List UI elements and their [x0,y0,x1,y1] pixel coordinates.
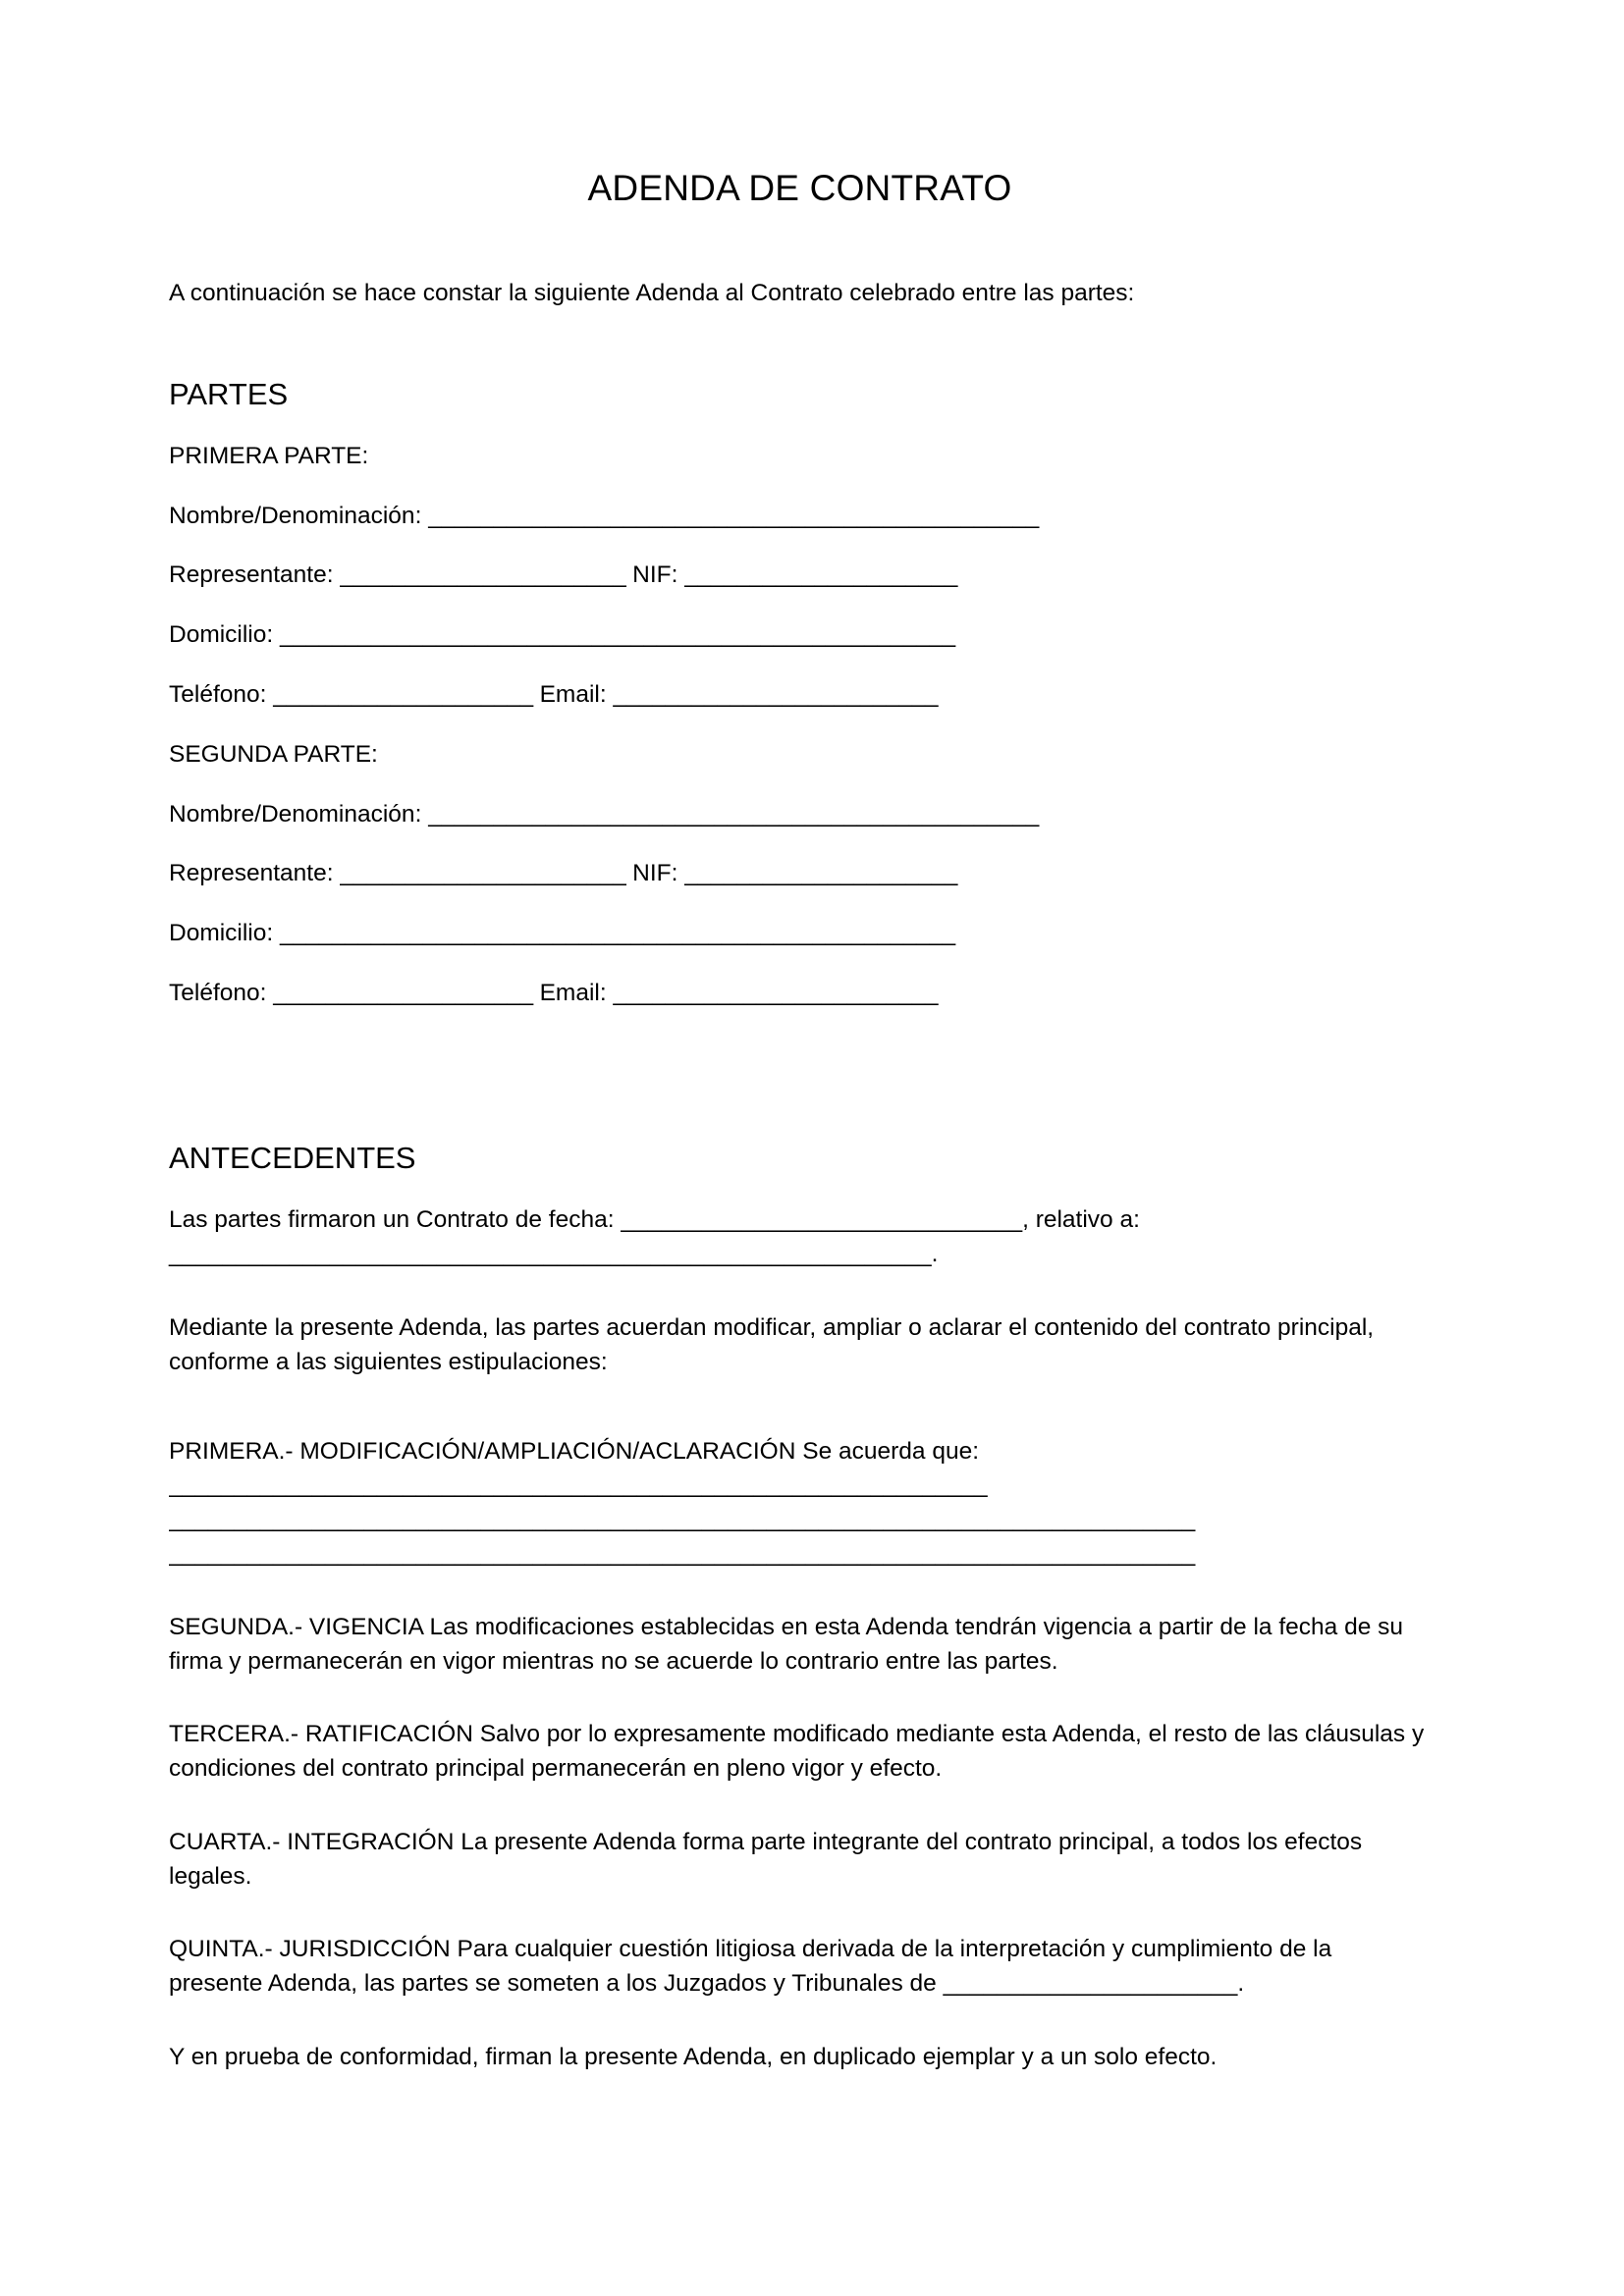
field-blank-email-2[interactable]: _________________________ [613,979,939,1006]
field-blank-email[interactable]: _________________________ [613,681,939,709]
document-content [169,0,1431,2075]
antecedentes-relativo-period: . [931,1241,939,1268]
section-heading-partes: PARTES [169,377,289,412]
field-label-telefono-2: Teléfono: [169,979,274,1006]
field-blank-nombre[interactable]: _______________________________________________ [428,502,1039,529]
field-blank-domicilio-2[interactable]: ____________________________________________________ [280,920,955,947]
field-blank-telefono-2[interactable]: ____________________ [273,979,533,1006]
field-blank-nombre-2[interactable]: _______________________________________________ [428,800,1039,828]
clausula-tercera: TERCERA.- RATIFICACIÓN Salvo por lo expresamente modificado mediante esta Adenda, el resto de las cláusulas y condiciones del contrato principal permanecerán en pleno vigor y efecto. [169,1721,1425,1783]
antecedentes-prefix: Las partes firmaron un Contrato de fecha: [169,1206,622,1234]
section-heading-antecedentes: ANTECEDENTES [169,1140,416,1175]
field-label-telefono: Teléfono: [169,681,274,709]
field-blank-domicilio[interactable]: ____________________________________________________ [280,621,955,649]
field-label-representante-2: Representante: [169,860,341,887]
clausula-quinta-prefix: QUINTA.- JURISDICCIÓN Para cualquier cuestión litigiosa derivada de la interpretación y cumplimiento de la presente Adenda, las partes se someten a los Juzgados y Tribunales de [169,1936,1332,1998]
clausula-primera-blank-1[interactable]: _______________________________________________________________ [169,1471,988,1499]
field-label-representante: Representante: [169,561,341,589]
field-segunda-telefono-email [169,951,1431,1011]
field-label-domicilio-2: Domicilio: [169,920,280,947]
clausula-quinta-period: . [1237,1970,1245,1998]
segunda-parte-label: SEGUNDA PARTE: [169,740,378,768]
field-label-email: Email: [532,681,614,709]
clausula-segunda: SEGUNDA.- VIGENCIA Las modificaciones establecidas en esta Adenda tendrán vigencia a partir de la fecha de su firma y permanecerán en vigor mientras no se acuerde lo contrario entre las partes. [169,1613,1404,1675]
clausula-quinta-blank-jurisdiccion[interactable]: ______________________ [943,1970,1238,1998]
field-label-nif-2: NIF: [625,860,685,887]
clausula-primera-blank-2[interactable]: _______________________________________________________________________________ [169,1506,1195,1533]
clausula-quinta [169,1894,1431,2002]
clausula-primera-blank-3[interactable]: _______________________________________________________________________________ [169,1539,1195,1567]
field-label-nif: NIF: [625,561,685,589]
intro-paragraph: A continuación se hace constar la siguiente Adenda al Contrato celebrado entre las partes: [169,280,1135,307]
field-blank-representante[interactable]: ______________________ [340,561,626,589]
antecedentes-fecha-paragraph [169,1177,1431,1272]
field-segunda-nombre [169,773,1431,832]
antecedentes-mediante-paragraph: Mediante la presente Adenda, las partes acuerdan modificar, ampliar o aclarar el contenido del contrato principal, conforme a las siguientes estipulaciones: [169,1314,1375,1375]
field-blank-representante-2[interactable]: ______________________ [340,860,626,887]
field-label-nombre: Nombre/Denominación: [169,502,429,529]
primera-parte-label: PRIMERA PARTE: [169,442,369,469]
field-blank-nif[interactable]: _____________________ [684,561,957,589]
antecedentes-suffix: , relativo a: [1022,1206,1140,1234]
antecedentes-blank-relativo[interactable]: _________________________________________________________ [169,1241,932,1268]
clausula-primera-text: PRIMERA.- MODIFICACIÓN/AMPLIACIÓN/ACLARACIÓN Se acuerda que: [169,1437,980,1465]
page-title: ADENDA DE CONTRATO [587,168,1012,208]
field-primera-representante-nif [169,533,1431,593]
field-primera-domicilio [169,593,1431,653]
spacer-before-clausulas [169,1380,1431,1435]
field-blank-telefono[interactable]: ____________________ [273,681,533,709]
field-blank-nif-2[interactable]: _____________________ [684,860,957,887]
field-label-domicilio: Domicilio: [169,621,280,649]
closing-paragraph: Y en prueba de conformidad, firman la presente Adenda, en duplicado ejemplar y a un solo efecto. [169,2043,1218,2070]
field-segunda-representante-nif [169,831,1431,891]
field-label-nombre-2: Nombre/Denominación: [169,800,429,828]
field-primera-nombre [169,474,1431,534]
clausula-cuarta: CUARTA.- INTEGRACIÓN La presente Adenda forma parte integrante del contrato principal, a todos los efectos legales. [169,1828,1363,1890]
field-segunda-domicilio [169,891,1431,951]
field-primera-telefono-email [169,653,1431,713]
antecedentes-blank-fecha[interactable]: ______________________________ [621,1206,1023,1234]
field-label-email-2: Email: [532,979,614,1006]
